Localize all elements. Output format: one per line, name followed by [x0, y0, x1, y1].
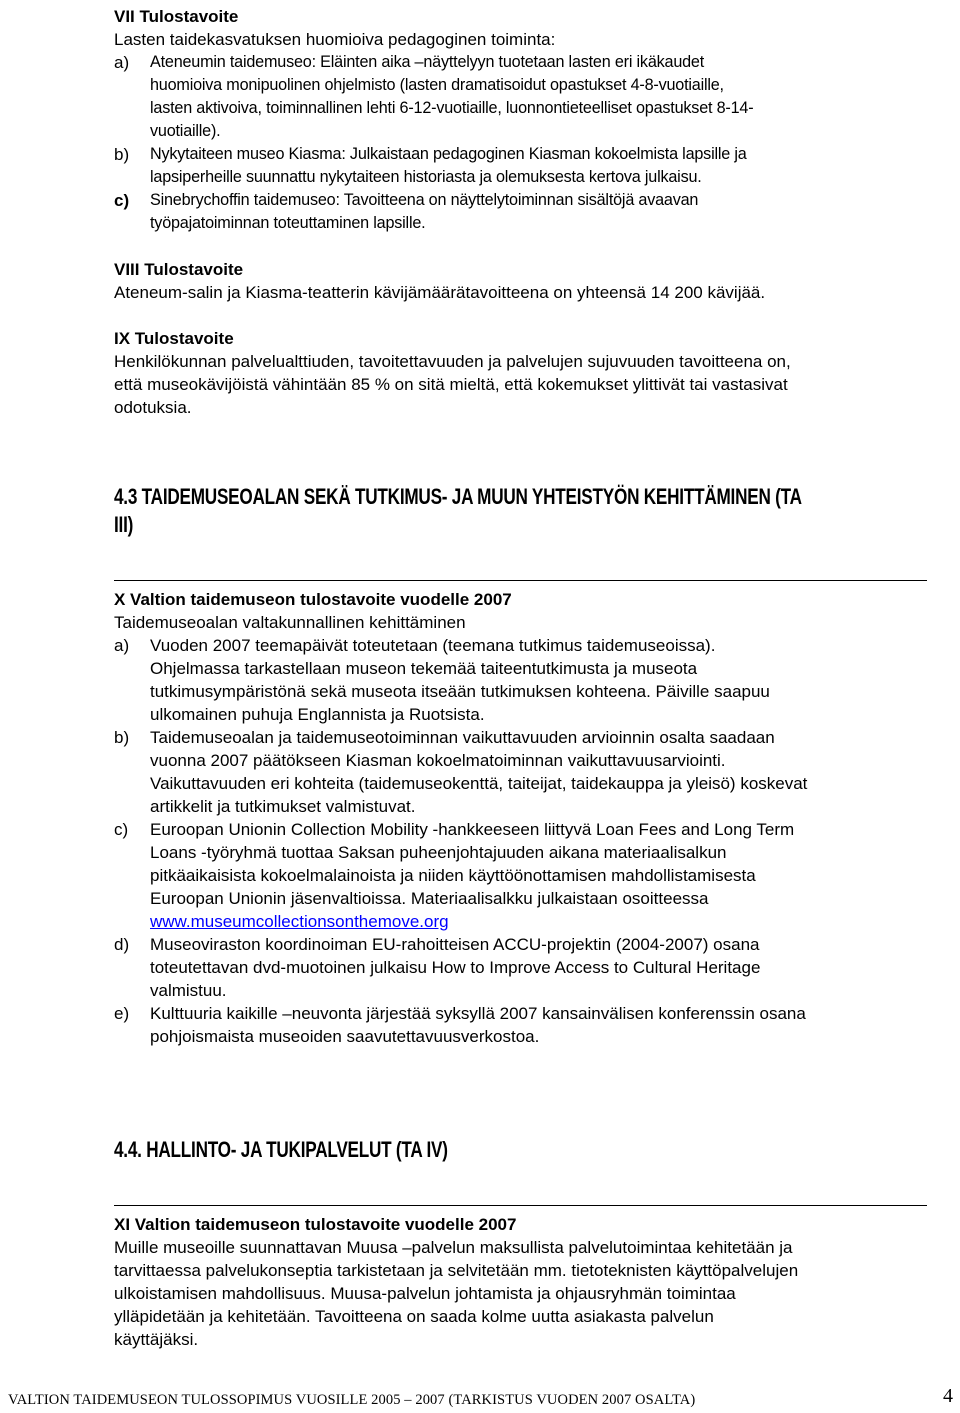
item-label: c) — [114, 191, 130, 210]
item-line: Ateneumin taidemuseo: Eläinten aika –näyttelyyn tuotetaan lasten eri ikäkaudet — [150, 53, 705, 71]
item-line: Taidemuseoalan ja taidemuseotoiminnan vaikuttavuuden arvioinnin osalta saadaan — [150, 728, 775, 747]
item-line: lapsiperheille suunnattu nykytaiteen historiasta ja olemuksesta kertova julkaisu. — [150, 168, 702, 186]
item-line: toteutettavan dvd-muotoinen julkaisu How to Improve Access to Cultural Heritage — [150, 958, 761, 977]
divider — [114, 580, 927, 581]
page-footer: VALTION TAIDEMUSEON TULOSSOPIMUS VUOSILLE 2005 – 2007 (TARKISTUS VUODEN 2007 OSALTA) — [8, 1392, 696, 1408]
item-line: Museoviraston koordinoiman EU-rahoitteisen ACCU-projektin (2004-2007) osana — [150, 935, 760, 954]
section-xi-title: XI Valtion taidemuseon tulostavoite vuodelle 2007 — [114, 1215, 517, 1234]
item-line: Nykytaiteen museo Kiasma: Julkaistaan pedagoginen Kiasman kokoelmista lapsille ja — [150, 145, 747, 163]
item-label: d) — [114, 935, 130, 954]
section-xi-line: tarvittaessa palvelukonseptia tarkistetaan ja selvitetään mm. tietoteknisten käyttöpalvelujen — [114, 1261, 799, 1280]
item-label: a) — [114, 53, 130, 72]
item-line: Sinebrychoffin taidemuseo: Tavoitteena on näyttelytoiminnan sisältöjä avaavan — [150, 191, 699, 209]
item-line: lasten aktivoiva, toiminnallinen lehti 6-12-vuotiaille, luonnontieteelliset opastukset 8-14- — [150, 99, 754, 117]
item-line: Vuoden 2007 teemapäivät toteutetaan (teemana tutkimus taidemuseoissa). — [150, 636, 716, 655]
page-number: 4 — [943, 1385, 953, 1407]
item-line: tutkimusympäristönä sekä museota itseään tutkimuksen kohteena. Päiville saapuu — [150, 682, 770, 701]
chapter-heading-4-3: 4.3 TAIDEMUSEOALAN SEKÄ TUTKIMUS- JA MUUN YHTEISTYÖN KEHITTÄMINEN (TA — [114, 484, 802, 509]
chapter-heading-4-3-cont: III) — [114, 512, 134, 537]
section-ix-line: Henkilökunnan palvelualttiuden, tavoitettavuuden ja palvelujen sujuvuuden tavoitteena on, — [114, 352, 791, 371]
item-line: artikkelit ja tutkimukset valmistuvat. — [150, 797, 416, 816]
section-x-title: X Valtion taidemuseon tulostavoite vuodelle 2007 — [114, 590, 512, 609]
item-line: valmistuu. — [150, 981, 227, 1000]
divider — [114, 1205, 927, 1206]
item-label: b) — [114, 145, 130, 164]
section-viii-title: VIII Tulostavoite — [114, 260, 244, 279]
section-vii-title: VII Tulostavoite — [114, 7, 239, 26]
item-line: huomioiva monipuolinen ohjelmisto (lasten dramatisoidut opastukset 4-8-vuotiaille, — [150, 76, 724, 94]
section-vii-intro: Lasten taidekasvatuksen huomioiva pedagoginen toiminta: — [114, 30, 556, 49]
item-label: a) — [114, 636, 130, 655]
section-viii-text: Ateneum-salin ja Kiasma-teatterin kävijämäärätavoitteena on yhteensä 14 200 kävijää. — [114, 283, 766, 302]
item-line: Euroopan Unionin jäsenvaltioissa. Materiaalisalkku julkaistaan osoitteessa — [150, 889, 709, 908]
item-label: e) — [114, 1004, 130, 1023]
museum-collections-link[interactable]: www.museumcollectionsonthemove.org — [150, 912, 449, 931]
chapter-heading-4-4: 4.4. HALLINTO- JA TUKIPALVELUT (TA IV) — [114, 1137, 448, 1162]
item-line: vuotiaille). — [150, 122, 221, 140]
section-xi-line: Muille museoille suunnattavan Muusa –palvelun maksullista palvelutoimintaa kehitetään ja — [114, 1238, 793, 1257]
item-line: ulkomainen puhuja Englannista ja Ruotsista. — [150, 705, 485, 724]
item-line: Kulttuuria kaikille –neuvonta järjestää syksyllä 2007 kansainvälisen konferenssin osana — [150, 1004, 806, 1023]
item-label: c) — [114, 820, 129, 839]
item-line: Loans -työryhmä tuottaa Saksan puheenjohtajuuden aikana materiaalisalkun — [150, 843, 727, 862]
item-line: työpajatoiminnan toteuttaminen lapsille. — [150, 214, 426, 232]
item-line: vuonna 2007 päätökseen Kiasman kokoelmatoiminnan vaikuttavuusarviointi. — [150, 751, 726, 770]
section-x-subtitle: Taidemuseoalan valtakunnallinen kehittäminen — [114, 613, 466, 632]
section-ix-line: odotuksia. — [114, 398, 192, 417]
item-line: pitkäaikaisista kokoelmalainoista ja niiden käyttöönottamisen mahdollistamisesta — [150, 866, 756, 885]
item-line: Euroopan Unionin Collection Mobility -hankkeeseen liittyvä Loan Fees and Long Term — [150, 820, 795, 839]
item-line: Ohjelmassa tarkastellaan museon tekemää taiteentutkimusta ja museota — [150, 659, 698, 678]
item-line — [150, 910, 449, 933]
item-line: pohjoismaista museoiden saavutettavuusverkostoa. — [150, 1027, 540, 1046]
section-ix-title: IX Tulostavoite — [114, 329, 234, 348]
section-xi-line: käyttäjäksi. — [114, 1330, 199, 1349]
item-label: b) — [114, 728, 130, 747]
section-ix-line: että museokävijöistä vähintään 85 % on sitä mieltä, että kokemukset ylittivät tai vastasivat — [114, 375, 788, 394]
section-xi-line: ylläpidetään ja kehitetään. Tavoitteena on saada kolme uutta asiakasta palvelun — [114, 1307, 714, 1326]
section-xi-line: ulkoistamisen mahdollisuus. Muusa-palvelun johtamista ja ohjausryhmän toimintaa — [114, 1284, 736, 1303]
item-line: Vaikuttavuuden eri kohteita (taidemuseokenttä, taiteijat, taidekauppa ja yleisö) koskevat — [150, 774, 808, 793]
